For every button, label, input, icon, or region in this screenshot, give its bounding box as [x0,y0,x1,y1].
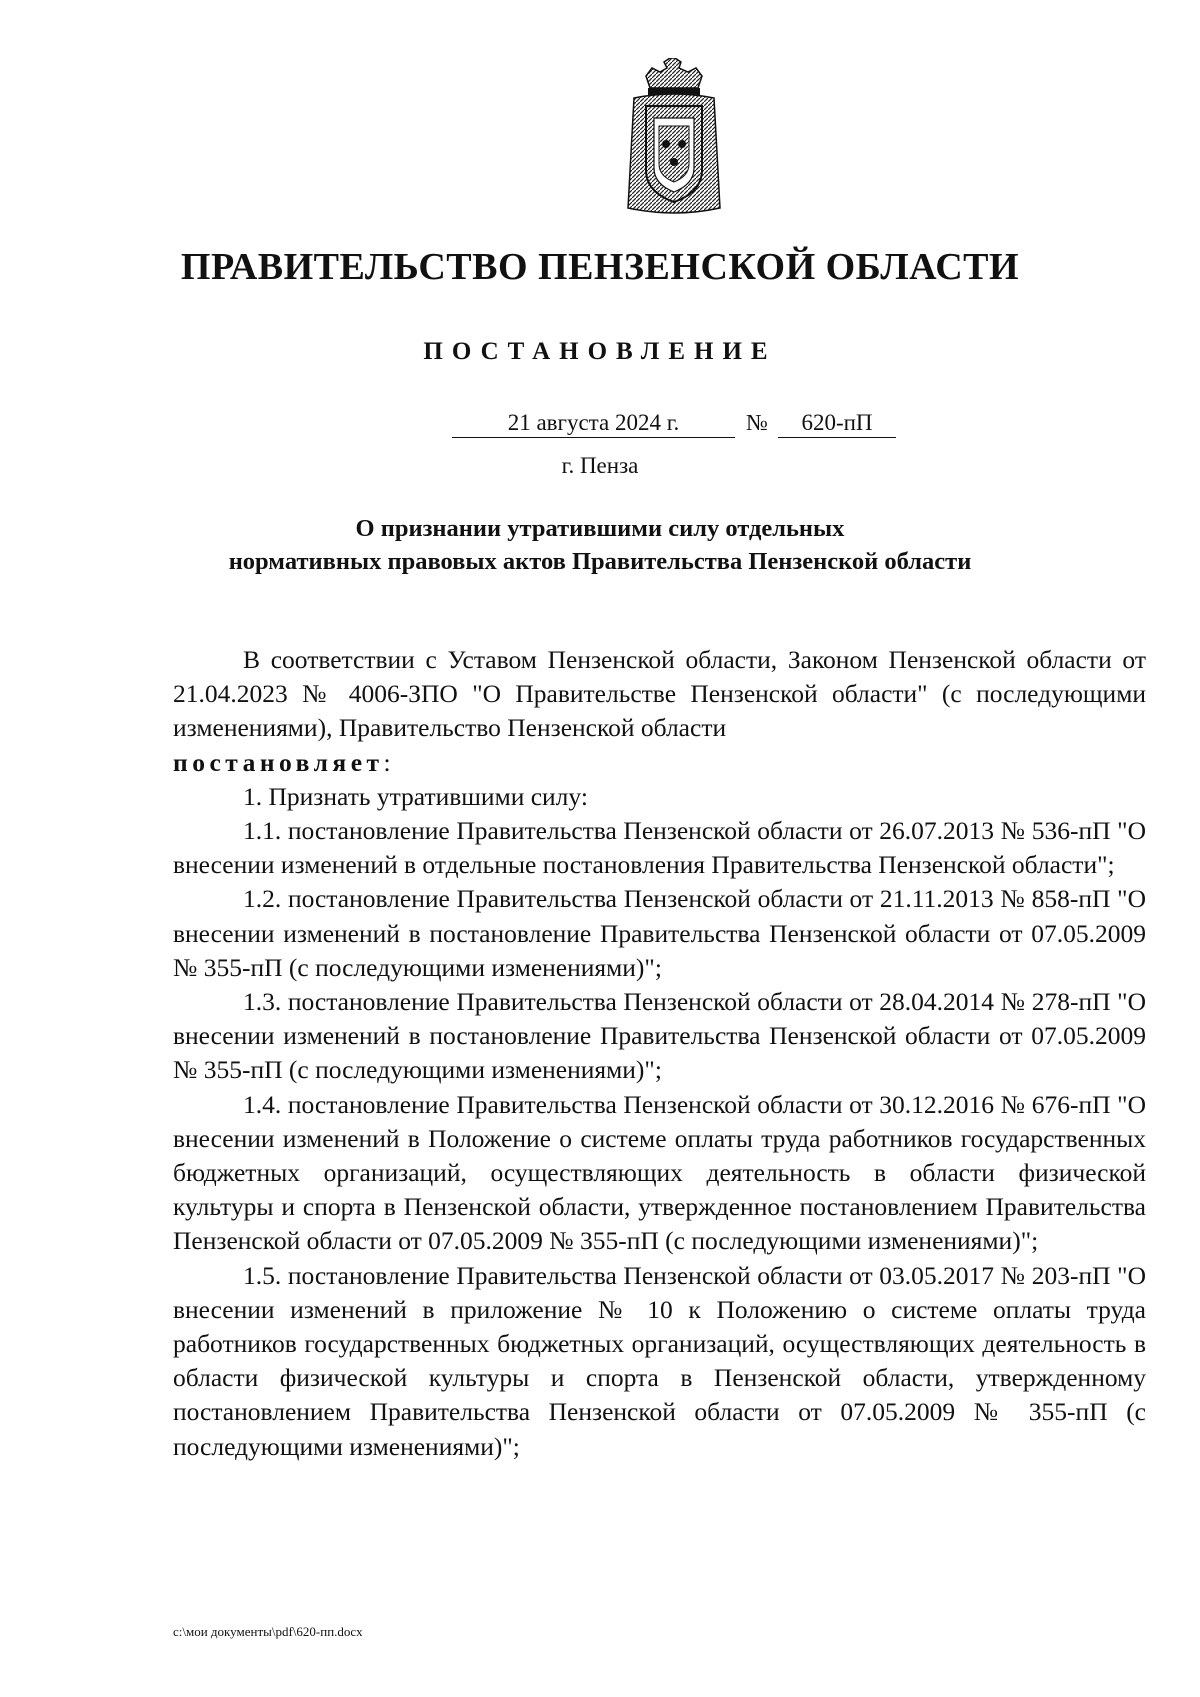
document-type: ПОСТАНОВЛЕНИЕ [423,338,777,365]
organization-title: ПРАВИТЕЛЬСТВО ПЕНЗЕНСКОЙ ОБЛАСТИ [180,246,1020,288]
item-1-2: 1.2. постановление Правительства Пензенской области от 21.11.2013 № 858-пП "О внесении изменений в постановление Правительства Пензенской области от 07.05.2009 № 355-пП (с последующими изменениями)"; [173,884,1146,982]
item-1-1: 1.1. постановление Правительства Пензенской области от 26.07.2013 № 536-пП "О внесении изменений в отдельные постановления Правительства Пензенской области"; [173,816,1146,880]
item-1-4: 1.4. постановление Правительства Пензенской области от 30.12.2016 № 676-пП "О внесении изменений в Положение о системе оплаты труда работников государственных бюджетных организаций, осуществляющих деятельность в области физической культуры и спорта в Пензенской области, утвержденное постановлением Правительства Пензенской области от 07.05.2009 № 355-пП (с последующими изменениями)"; [173,1089,1146,1256]
document-date: 21 августа 2024 г. [452,410,735,438]
document-number: 620-пП [778,410,896,438]
city: г. Пенза [561,453,639,478]
resolves-line [173,746,1146,780]
subject-line-1: О признании утратившими силу отдельных [355,515,845,542]
preamble: В соответствии с Уставом Пензенской области, Законом Пензенской области от 21.04.2023 № 4006-ЗПО "О Правительстве Пензенской области" (с последующими изменениями), Правительство Пензенской области [173,645,1146,743]
item-1-3: 1.3. постановление Правительства Пензенской области от 28.04.2014 № 278-пП "О внесении изменений в постановление Правительства Пензенской области от 07.05.2009 № 355-пП (с последующими изменениями)"; [173,987,1146,1085]
document-subject [0,512,1200,578]
coat-of-arms-icon [612,58,737,218]
file-path-footer: c:\мои документы\pdf\620-пп.docx [173,1624,363,1639]
item-1: 1. Признать утратившими силу: [243,781,588,811]
document-body [173,643,1146,1464]
item-1-5: 1.5. постановление Правительства Пензенской области от 03.05.2017 № 203-пП "О внесении изменений в приложение № 10 к Положению о системе оплаты труда работников государственных бюджетных организаций, осуществляющих деятельность в области физической культуры и спорта в Пензенской области, утвержденному постановлением Правительства Пензенской области от 07.05.2009 № 355-пП (с последующими изменениями)"; [173,1260,1146,1461]
resolves-colon: : [383,747,391,777]
number-sign: № [746,410,768,435]
subject-line-2: нормативных правовых актов Правительства Пензенской области [228,548,972,575]
resolves-word: постановляет [173,747,384,777]
